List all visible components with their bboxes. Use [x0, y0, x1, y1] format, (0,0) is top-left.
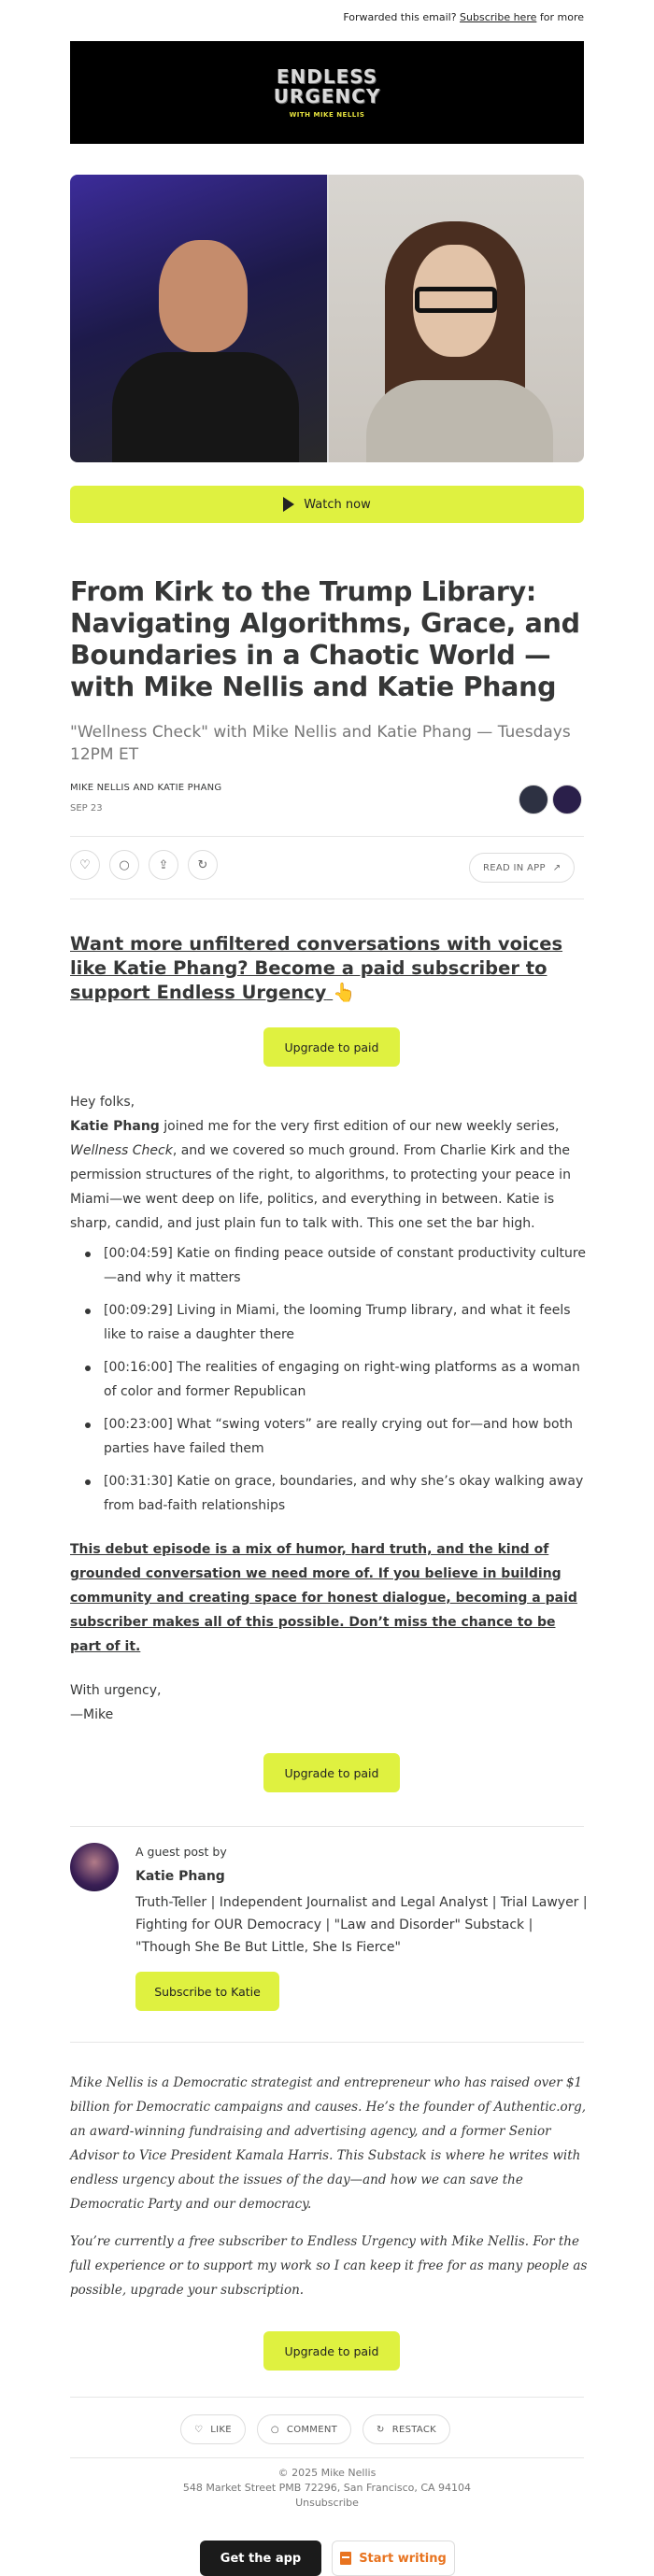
comment-icon[interactable]: ○	[109, 850, 139, 880]
video-thumbnail[interactable]	[70, 175, 584, 462]
footer-copyright: © 2025 Mike Nellis	[277, 2467, 377, 2479]
heart-icon: ♡	[194, 2424, 204, 2435]
signoff-line2: —Mike	[70, 1707, 114, 1722]
like-button[interactable]: ♡ LIKE	[180, 2414, 246, 2444]
post-byline[interactable]: MIKE NELLIS AND KATIE PHANG	[70, 783, 222, 793]
share-icon[interactable]: ⇪	[149, 850, 178, 880]
footer-address: 548 Market Street PMB 72296, San Francisco, CA 94104	[182, 2482, 472, 2494]
upgrade-to-paid-button[interactable]: Upgrade to paid	[263, 1027, 400, 1067]
avatar[interactable]	[70, 1843, 119, 1891]
play-icon	[283, 497, 294, 512]
guest-glasses	[415, 287, 497, 313]
divider	[70, 1826, 584, 1827]
subscribe-here-link[interactable]: Subscribe here	[460, 11, 537, 23]
guest-bio: Truth-Teller | Independent Journalist and Legal Analyst | Trial Lawyer | Fighting for OUR Democracy | "Law and Disorder" Substack | "Though She Be But Little, She Is Fierce"	[135, 1895, 588, 1955]
guest-post-label: A guest post by	[135, 1845, 227, 1859]
arrow-up-right-icon: ↗	[552, 862, 562, 873]
video-host-pane	[70, 175, 327, 462]
restack-button[interactable]: ↻ RESTACK	[363, 2414, 450, 2444]
divider	[70, 836, 584, 837]
restack-icon[interactable]: ↻	[188, 850, 218, 880]
list-item: [00:16:00] The realities of engaging on right-wing platforms as a woman of color and former Republican	[70, 1355, 589, 1404]
list-item: [00:09:29] Living in Miami, the looming Trump library, and what it feels like to raise a daughter there	[70, 1298, 589, 1347]
post-actions	[70, 850, 218, 880]
subscribe-to-katie-button[interactable]: Subscribe to Katie	[135, 1972, 279, 2011]
greeting: Hey folks,	[70, 1095, 135, 1110]
video-guest-pane	[327, 175, 584, 462]
get-the-app-button[interactable]: Get the app	[200, 2541, 321, 2576]
divider	[70, 2042, 584, 2043]
start-writing-button[interactable]: Start writing	[332, 2541, 455, 2576]
comment-icon: ○	[270, 2424, 279, 2435]
timestamp-list	[70, 1241, 589, 1526]
host-head	[159, 240, 248, 352]
publication-banner[interactable]	[70, 41, 584, 144]
list-item: [00:04:59] Katie on finding peace outside of constant productivity culture—and why it matters	[70, 1241, 589, 1290]
post-date: SEP 23	[70, 803, 103, 814]
host-figure	[112, 352, 299, 462]
cta-heading[interactable]: Want more unfiltered conversations with voices like Katie Phang? Become a paid subscriber to support Endless Urgency 👆	[70, 933, 563, 1003]
social-actions	[180, 2414, 450, 2444]
read-in-app-button[interactable]: READ IN APP ↗	[469, 853, 575, 883]
guest-figure	[366, 380, 553, 462]
upgrade-to-paid-button-3[interactable]: Upgrade to paid	[263, 2331, 400, 2371]
like-icon[interactable]: ♡	[70, 850, 100, 880]
avatar[interactable]	[519, 785, 548, 814]
closing-cta-paragraph[interactable]: This debut episode is a mix of humor, hard truth, and the kind of grounded conversation we need more of. If you believe in building community and creating space for honest dialogue, becoming a paid subscriber makes all of this possible. Don’t miss the chance to be part of it.	[70, 1542, 577, 1654]
banner-logo-line1: ENDLESS	[276, 64, 378, 88]
free-subscriber-paragraph: You’re currently a free subscriber to Endless Urgency with Mike Nellis. For the full experience or to support my work so I can keep it free for as many people as possible, upgrade your subscription.	[70, 2234, 588, 2298]
comment-button[interactable]: ○ COMMENT	[257, 2414, 351, 2444]
unsubscribe-link[interactable]: Unsubscribe	[295, 2497, 359, 2509]
guest-name[interactable]: Katie Phang	[135, 1869, 225, 1884]
signoff-line1: With urgency,	[70, 1683, 162, 1698]
banner-logo-line2: URGENCY	[273, 84, 381, 107]
avatar[interactable]	[552, 785, 582, 814]
substack-icon	[340, 2552, 351, 2565]
upgrade-to-paid-button-2[interactable]: Upgrade to paid	[263, 1753, 400, 1792]
list-item: [00:23:00] What “swing voters” are really crying out for—and how both parties have failed them	[70, 1412, 589, 1461]
about-author-paragraph: Mike Nellis is a Democratic strategist and entrepreneur who has raised over $1 billion for Democratic campaigns and causes. He’s the founder of Authentic.org, an award-winning fundraising and advertising agency, and a former Senior Advisor to Vice President Kamala Harris. This Substack is where he writes with endless urgency about the issues of the day—and how we can save the Democratic Party and our democracy.	[70, 2075, 587, 2212]
divider	[70, 2457, 584, 2458]
banner-logo-sub: WITH MIKE NELLIS	[289, 110, 365, 119]
pointing-hand-icon: 👆	[333, 982, 356, 1003]
divider	[70, 2397, 584, 2398]
intro-paragraph: Katie Phang joined me for the very first edition of our new weekly series, Wellness Check, and we covered so much ground. From Charlie Kirk and the permission structures of the right, to algorithms, to protecting your peace in Miami—we went deep on life, politics, and everything in between. Katie is sharp, candid, and just plain fun to talk with. This one set the bar high.	[70, 1119, 571, 1231]
post-subtitle: "Wellness Check" with Mike Nellis and Katie Phang — Tuesdays 12PM ET	[70, 723, 571, 764]
restack-icon: ↻	[377, 2424, 385, 2435]
author-avatars[interactable]	[519, 785, 582, 814]
watch-now-button[interactable]: Watch now	[70, 486, 584, 523]
forward-notice: Forwarded this email? Subscribe here for more	[343, 11, 584, 23]
list-item: [00:31:30] Katie on grace, boundaries, and why she’s okay walking away from bad-faith relationships	[70, 1469, 589, 1518]
post-title[interactable]: From Kirk to the Trump Library: Navigating Algorithms, Grace, and Boundaries in a Chaotic World — with Mike Nellis and Katie Phang	[70, 576, 580, 702]
